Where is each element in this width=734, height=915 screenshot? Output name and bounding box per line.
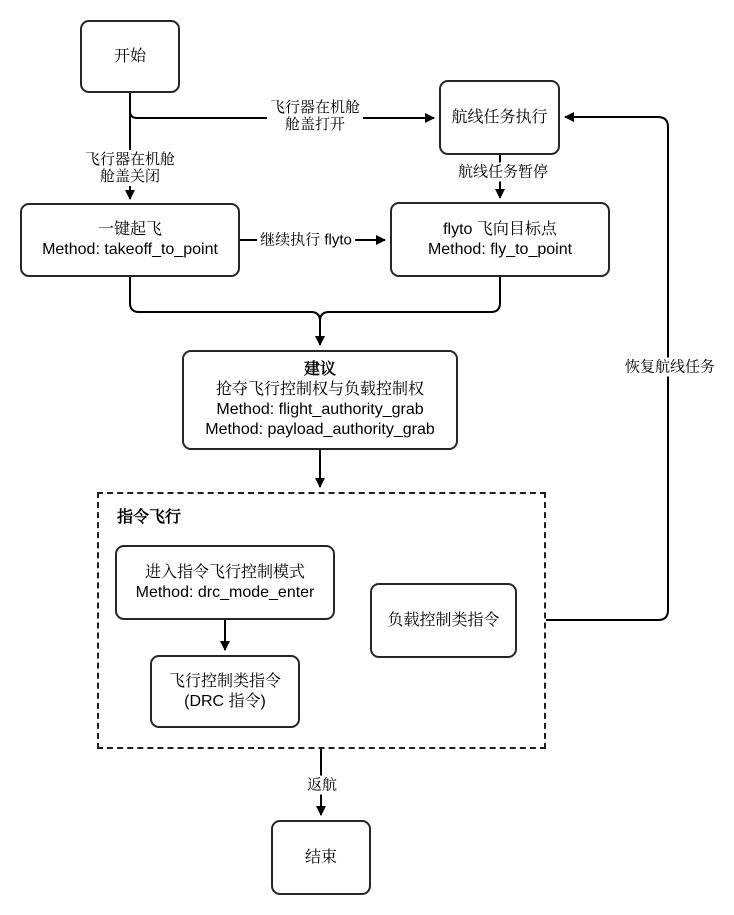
node-start-label: 开始	[113, 47, 146, 65]
node-flight-cmd-line1: 飞行控制类指令	[168, 672, 281, 690]
node-flyto-line2: Method: fly_to_point	[427, 240, 573, 258]
node-drc-enter-line1: 进入指令飞行控制模式	[144, 563, 305, 581]
edge-label-dock-open	[267, 98, 363, 134]
node-start	[80, 20, 180, 93]
edge-label-dock-open-line1: 飞行器在机舱	[269, 99, 361, 116]
edge-label-dock-closed	[82, 150, 178, 186]
node-flyto	[390, 202, 610, 277]
node-suggest-title: 建议	[303, 361, 336, 378]
edge-merge-left-to-suggest	[130, 277, 320, 345]
node-flyto-line1: flyto 飞向目标点	[443, 220, 557, 238]
node-drc-enter-line2: Method: drc_mode_enter	[135, 583, 315, 601]
node-takeoff-line2: Method: takeoff_to_point	[42, 241, 218, 258]
node-takeoff	[20, 203, 240, 277]
edge-label-mission-pause: 航线任务暂停	[455, 163, 551, 182]
node-payload-cmd	[370, 583, 517, 658]
edge-label-dock-open-line2: 舱盖打开	[284, 116, 346, 133]
node-route-mission	[439, 80, 560, 155]
node-end	[271, 820, 371, 895]
node-suggest-line4: Method: payload_authority_grab	[205, 421, 435, 438]
node-flight-cmd-line2: (DRC 指令)	[184, 692, 266, 710]
edge-label-resume-mission: 恢复航线任务	[622, 358, 718, 377]
node-route-mission-label: 航线任务执行	[451, 108, 548, 126]
group-command-flight-title: 指令飞行	[117, 509, 182, 526]
node-payload-cmd-label: 负载控制类指令	[387, 611, 500, 629]
edge-label-return-home: 返航	[304, 776, 340, 795]
node-drc-enter	[115, 545, 335, 620]
edge-label-dock-closed-line2: 舱盖关闭	[99, 168, 161, 185]
node-suggest-line3: Method: flight_authority_grab	[216, 401, 424, 418]
node-flight-cmd	[150, 655, 300, 728]
node-suggest-line2: 抢夺飞行控制权与负载控制权	[215, 381, 424, 398]
edge-merge-right	[320, 277, 500, 321]
node-end-label: 结束	[304, 848, 337, 866]
edge-label-dock-closed-line1: 飞行器在机舱	[84, 151, 176, 168]
node-takeoff-line1: 一键起飞	[97, 221, 162, 238]
node-suggest	[182, 350, 458, 450]
edge-label-continue-flyto: 继续执行 flyto	[257, 231, 355, 250]
